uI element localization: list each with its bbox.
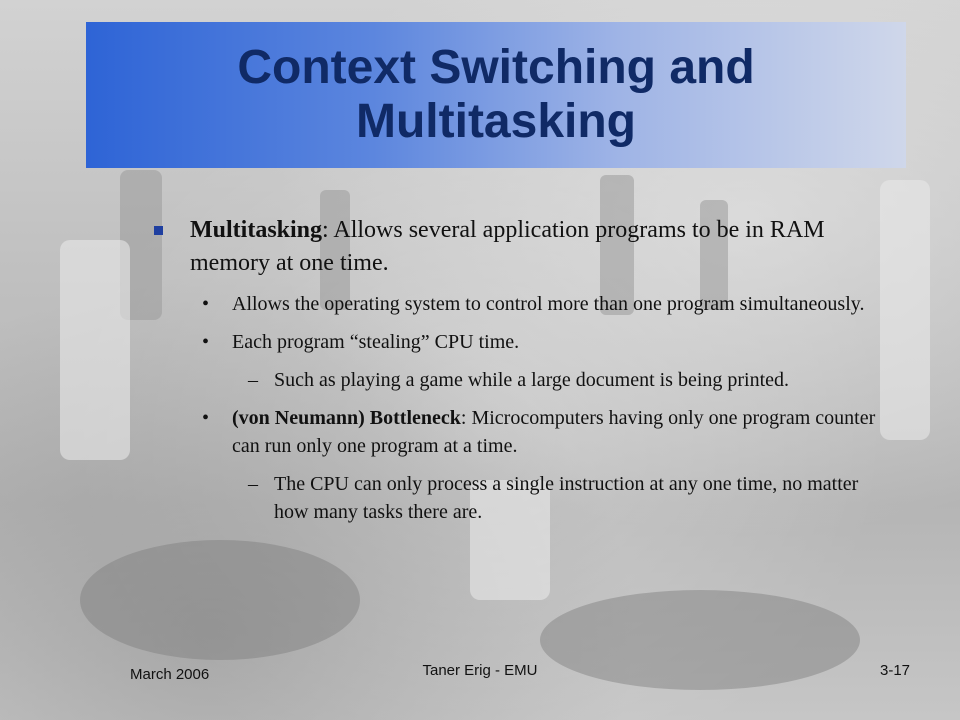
subbullet-text: : Microcomputers having only one program counter can run only one program at a time. xyxy=(232,407,876,457)
title-banner xyxy=(86,22,906,168)
bullet-icon: • xyxy=(202,293,210,315)
dash-icon: – xyxy=(248,473,258,495)
footer-author: Taner Erig - EMU xyxy=(422,662,538,679)
bullet-icon: • xyxy=(202,407,210,429)
dash-icon: – xyxy=(248,369,258,391)
subsubbullet-single-instruction xyxy=(150,470,890,526)
subbullet-text: Allows the operating system to control more than one program simultaneously. xyxy=(232,293,865,315)
subsubbullet-text: The CPU can only process a single instruction at any one time, no matter how many tasks there are. xyxy=(274,473,859,523)
slide-content xyxy=(150,214,890,536)
bullet-multitasking xyxy=(150,214,890,280)
slide-title: Context Switching and Multitasking xyxy=(237,41,755,148)
subbullet-bottleneck xyxy=(150,404,890,460)
term-bottleneck: (von Neumann) Bottleneck xyxy=(232,407,461,429)
text-multitasking: : Allows several application programs to be in RAM memory at one time. xyxy=(190,217,825,276)
subbullet-control-programs xyxy=(150,290,890,318)
term-multitasking: Multitasking xyxy=(190,217,323,243)
footer-date: March 2006 xyxy=(130,666,210,683)
footer-page-number: 3-17 xyxy=(880,662,911,679)
bullet-icon: • xyxy=(202,331,210,353)
subsubbullet-game-example xyxy=(150,366,890,394)
subsubbullet-text: Such as playing a game while a large document is being printed. xyxy=(274,369,790,391)
subbullet-text: Each program “stealing” CPU time. xyxy=(232,331,520,353)
square-bullet-icon xyxy=(154,226,163,235)
subbullet-stealing-cpu xyxy=(150,328,890,356)
